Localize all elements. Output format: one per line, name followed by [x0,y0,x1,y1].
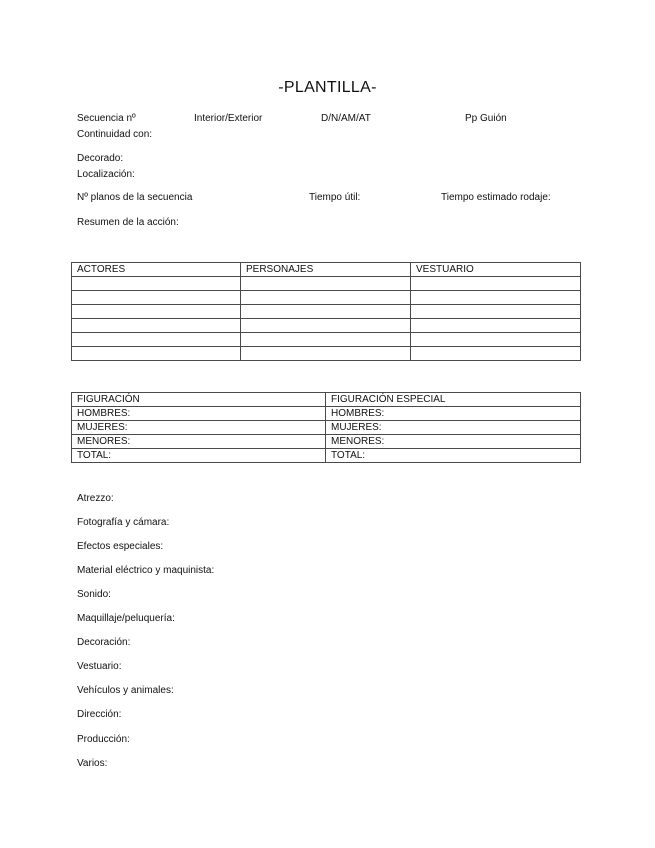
table-cell[interactable] [411,319,581,333]
figuracion-total[interactable]: TOTAL: [72,449,326,463]
table-cell[interactable] [241,305,411,319]
pp-guion-label: Pp Guión [465,113,507,124]
vestuario-label: Vestuario: [77,661,122,672]
efectos-label: Efectos especiales: [77,541,164,552]
table-row [72,319,581,333]
table-cell[interactable] [72,333,241,347]
secuencia-label: Secuencia nº [77,113,136,124]
table-row [72,291,581,305]
table-cell[interactable] [241,319,411,333]
atrezzo-label: Atrezzo: [77,493,114,504]
figuracion-especial-menores[interactable]: MENORES: [326,435,581,449]
varios-label: Varios: [77,758,108,769]
produccion-label: Producción: [77,734,130,745]
header-actores: ACTORES [72,263,241,277]
table-row [72,407,581,421]
table-cell[interactable] [411,277,581,291]
table-cell[interactable] [411,347,581,361]
localizacion-label: Localización: [77,169,135,180]
figuracion-header-row [72,393,581,407]
direccion-label: Dirección: [77,709,122,720]
header-figuracion: FIGURACIÓN [72,393,326,407]
n-planos-label: Nº planos de la secuencia [77,192,193,203]
table-cell[interactable] [411,291,581,305]
table-cell[interactable] [411,305,581,319]
figuracion-especial-hombres[interactable]: HOMBRES: [326,407,581,421]
header-vestuario: VESTUARIO [411,263,581,277]
dia-noche-label: D/N/AM/AT [321,113,371,124]
table-cell[interactable] [72,347,241,361]
table-row [72,333,581,347]
table-row [72,449,581,463]
figuracion-especial-total[interactable]: TOTAL: [326,449,581,463]
table-cell[interactable] [241,333,411,347]
sonido-label: Sonido: [77,589,111,600]
tiempo-rodaje-label: Tiempo estimado rodaje: [441,192,551,203]
table-cell[interactable] [72,277,241,291]
page-title: -PLANTILLA- [278,79,377,96]
header-personajes: PERSONAJES [241,263,411,277]
decoracion-label: Decoración: [77,637,131,648]
figuracion-menores[interactable]: MENORES: [72,435,326,449]
continuidad-label: Continuidad con: [77,129,153,140]
table-cell[interactable] [241,277,411,291]
table-row [72,347,581,361]
header-figuracion-especial: FIGURACIÓN ESPECIAL [326,393,581,407]
cast-table [71,262,581,361]
figuracion-table [71,392,581,463]
figuracion-especial-mujeres[interactable]: MUJERES: [326,421,581,435]
table-cell[interactable] [72,305,241,319]
table-row [72,435,581,449]
figuracion-mujeres[interactable]: MUJERES: [72,421,326,435]
table-cell[interactable] [241,347,411,361]
fotografia-label: Fotografía y cámara: [77,517,170,528]
table-row [72,277,581,291]
decorado-label: Decorado: [77,153,124,164]
table-cell[interactable] [411,333,581,347]
figuracion-hombres[interactable]: HOMBRES: [72,407,326,421]
cast-header-row [72,263,581,277]
vehiculos-label: Vehículos y animales: [77,685,174,696]
table-cell[interactable] [241,291,411,305]
resumen-label: Resumen de la acción: [77,217,179,228]
table-cell[interactable] [72,319,241,333]
table-row [72,305,581,319]
table-cell[interactable] [72,291,241,305]
material-electrico-label: Material eléctrico y maquinista: [77,565,215,576]
interior-exterior-label: Interior/Exterior [194,113,263,124]
maquillaje-label: Maquillaje/peluquería: [77,613,175,624]
tiempo-util-label: Tiempo útil: [309,192,361,203]
table-row [72,421,581,435]
